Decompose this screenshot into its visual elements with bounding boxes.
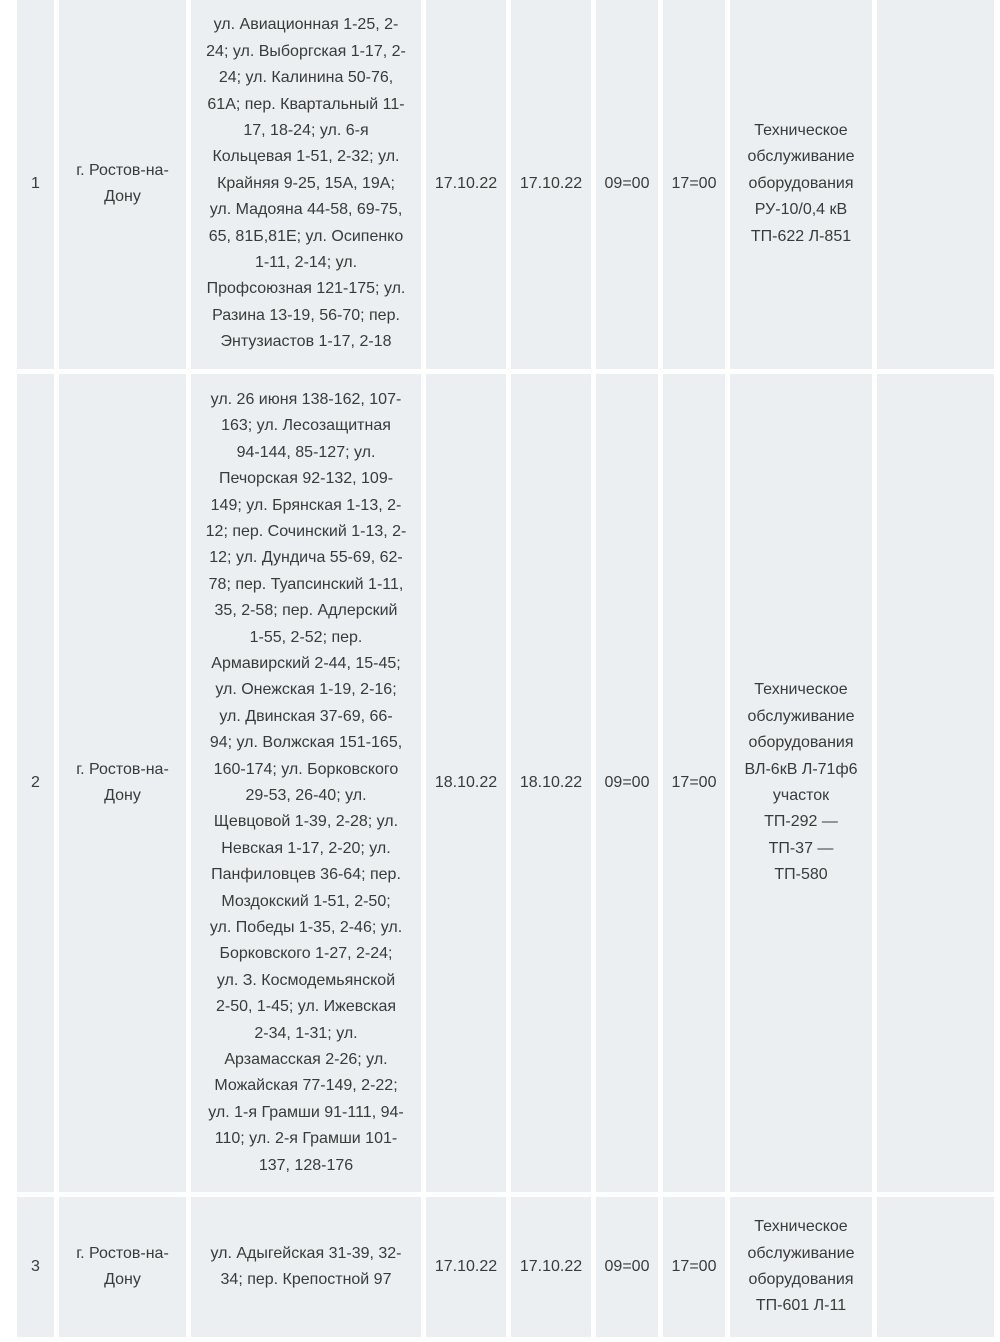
- address-line: ул. 26 июня 138-162, 107-: [210, 390, 402, 408]
- city-line: Дону: [104, 188, 141, 205]
- address-line: 12; ул. Дундича 55-69, 62-: [209, 549, 403, 567]
- row-number: 3: [31, 1257, 40, 1275]
- end-time-cell: [663, 374, 725, 1192]
- extra-cell: [877, 1197, 994, 1337]
- work-line: оборудования: [748, 1271, 854, 1288]
- address-line: Моздокский 1-51, 2-50;: [221, 892, 391, 910]
- work-description-cell: [730, 0, 872, 369]
- end-time-cell: [663, 0, 725, 369]
- address-line: Крайняя 9-25, 15А, 19А;: [217, 174, 395, 192]
- work-line: ВЛ-6кВ Л-71ф6: [744, 760, 858, 778]
- address-line: 2-50, 1-45; ул. Ижевская: [215, 998, 397, 1016]
- work-line: Техническое: [754, 1218, 848, 1236]
- address-line: 17, 18-24; ул. 6-я: [243, 121, 369, 139]
- work-line: Техническое: [754, 681, 848, 699]
- work-description-cell: [730, 374, 872, 1192]
- work-line: ТП-292 —: [764, 813, 838, 831]
- address-line: 160-174; ул. Борковского: [213, 760, 399, 778]
- address-line: 137, 128-176: [258, 1156, 354, 1174]
- address-cell: [191, 0, 421, 369]
- end-date: 17.10.22: [519, 174, 583, 192]
- address-line: 34; пер. Крепостной 97: [220, 1271, 392, 1288]
- table-row: [17, 1197, 994, 1337]
- address-line: Арзамасская 2-26; ул.: [224, 1051, 388, 1069]
- work-line: оборудования: [748, 174, 854, 192]
- start-time: 09=00: [604, 1257, 650, 1275]
- address-line: ул. Онежская 1-19, 2-16;: [215, 681, 397, 699]
- address-line: 35, 2-58; пер. Адлерский: [214, 602, 398, 620]
- address-line: Разина 13-19, 56-70; пер.: [212, 306, 400, 324]
- work-line: обслуживание: [747, 1244, 855, 1262]
- address-line: Кольцевая 1-51, 2-32; ул.: [212, 148, 400, 166]
- row-number: 2: [31, 773, 40, 791]
- city-cell: [59, 1197, 186, 1337]
- work-line: обслуживание: [747, 707, 855, 725]
- address-line: 1-11, 2-14; ул.: [254, 254, 358, 272]
- address-cell: [191, 374, 421, 1192]
- end-date-cell: [511, 1197, 591, 1337]
- row-number: 1: [31, 174, 40, 192]
- row-number-cell: [17, 0, 54, 369]
- address-line: 78; пер. Туапсинский 1-11,: [208, 575, 404, 593]
- address-line: 110; ул. 2-я Грамши 101-: [214, 1130, 398, 1148]
- work-description-cell: [730, 1197, 872, 1337]
- city-cell: [59, 0, 186, 369]
- address-line: ул. Авиационная 1-25, 2-: [213, 16, 399, 34]
- work-line: участок: [772, 787, 830, 804]
- address-line: 2-34, 1-31; ул.: [254, 1024, 358, 1042]
- address-line: 24; ул. Выборгская 1-17, 2-: [206, 42, 406, 60]
- work-line: ТП-37 —: [768, 839, 834, 857]
- end-date-cell: [511, 0, 591, 369]
- address-line: ул. Адыгейская 31-39, 32-: [210, 1244, 402, 1262]
- address-cell: [191, 1197, 421, 1337]
- city-line: г. Ростов-на-: [76, 760, 169, 778]
- city-cell: [59, 374, 186, 1192]
- end-date: 18.10.22: [519, 773, 583, 791]
- address-line: Панфиловцев 36-64; пер.: [211, 866, 401, 884]
- table-row: [17, 0, 994, 369]
- start-date: 17.10.22: [434, 1257, 498, 1275]
- start-date-cell: [426, 374, 506, 1192]
- address-line: ул. 1-я Грамши 91-111, 94-: [208, 1103, 404, 1121]
- end-date: 17.10.22: [519, 1257, 583, 1275]
- address-line: Борковского 1-27, 2-24;: [219, 945, 393, 963]
- address-line: Можайская 77-149, 2-22;: [214, 1077, 398, 1095]
- start-time-cell: [596, 374, 658, 1192]
- address-line: ул. З. Космодемьянской: [216, 971, 396, 989]
- address-line: 29-53, 26-40; ул.: [245, 787, 367, 804]
- row-number-cell: [17, 374, 54, 1192]
- work-line: ТП-601 Л-11: [755, 1297, 847, 1315]
- address-line: Армавирский 2-44, 15-45;: [211, 654, 401, 672]
- address-line: Печорская 92-132, 109-: [218, 470, 394, 488]
- address-line: Щевцовой 1-39, 2-28; ул.: [213, 813, 399, 831]
- address-line: ул. Победы 1-35, 2-46; ул.: [209, 919, 403, 937]
- city-line: Дону: [104, 787, 141, 804]
- start-date-cell: [426, 1197, 506, 1337]
- start-date: 17.10.22: [434, 174, 498, 192]
- city-line: г. Ростов-на-: [76, 161, 169, 179]
- address-line: 94; ул. Волжская 151-165,: [209, 734, 403, 752]
- start-time: 09=00: [604, 773, 650, 791]
- row-number-cell: [17, 1197, 54, 1337]
- start-time-cell: [596, 1197, 658, 1337]
- end-time: 17=00: [671, 174, 717, 192]
- address-line: 163; ул. Лесозащитная: [221, 417, 391, 435]
- address-line: 149; ул. Брянская 1-13, 2-: [210, 496, 402, 514]
- start-time-cell: [596, 0, 658, 369]
- city-line: Дону: [104, 1271, 141, 1288]
- address-line: Профсоюзная 121-175; ул.: [206, 280, 406, 298]
- address-line: 1-55, 2-52; пер.: [249, 628, 363, 646]
- work-line: РУ-10/0,4 кВ: [754, 201, 848, 219]
- work-line: ТП-580: [774, 866, 828, 884]
- address-line: Невская 1-17, 2-20; ул.: [221, 839, 391, 857]
- work-line: ТП-622 Л-851: [750, 227, 852, 245]
- start-time: 09=00: [604, 174, 650, 192]
- table-row: [17, 374, 994, 1192]
- address-line: 65, 81Б,81Е; ул. Осипенко: [208, 227, 404, 245]
- end-date-cell: [511, 374, 591, 1192]
- address-line: 94-144, 85-127; ул.: [236, 443, 376, 461]
- end-time: 17=00: [671, 1257, 717, 1275]
- address-line: 61А; пер. Квартальный 11-: [207, 95, 405, 113]
- start-date-cell: [426, 0, 506, 369]
- city-line: г. Ростов-на-: [76, 1244, 169, 1262]
- end-time: 17=00: [671, 773, 717, 791]
- work-line: оборудования: [748, 734, 854, 752]
- outage-schedule-table: [12, 0, 999, 1342]
- extra-cell: [877, 0, 994, 369]
- address-line: ул. Мадояна 44-58, 69-75,: [209, 201, 403, 219]
- address-line: 24; ул. Калинина 50-76,: [218, 69, 394, 87]
- extra-cell: [877, 374, 994, 1192]
- address-line: Энтузиастов 1-17, 2-18: [220, 333, 392, 351]
- address-line: 12; пер. Сочинский 1-13, 2-: [205, 522, 407, 540]
- address-line: ул. Двинская 37-69, 66-: [219, 707, 393, 725]
- end-time-cell: [663, 1197, 725, 1337]
- start-date: 18.10.22: [434, 773, 498, 791]
- work-line: обслуживание: [747, 148, 855, 166]
- work-line: Техническое: [754, 121, 848, 139]
